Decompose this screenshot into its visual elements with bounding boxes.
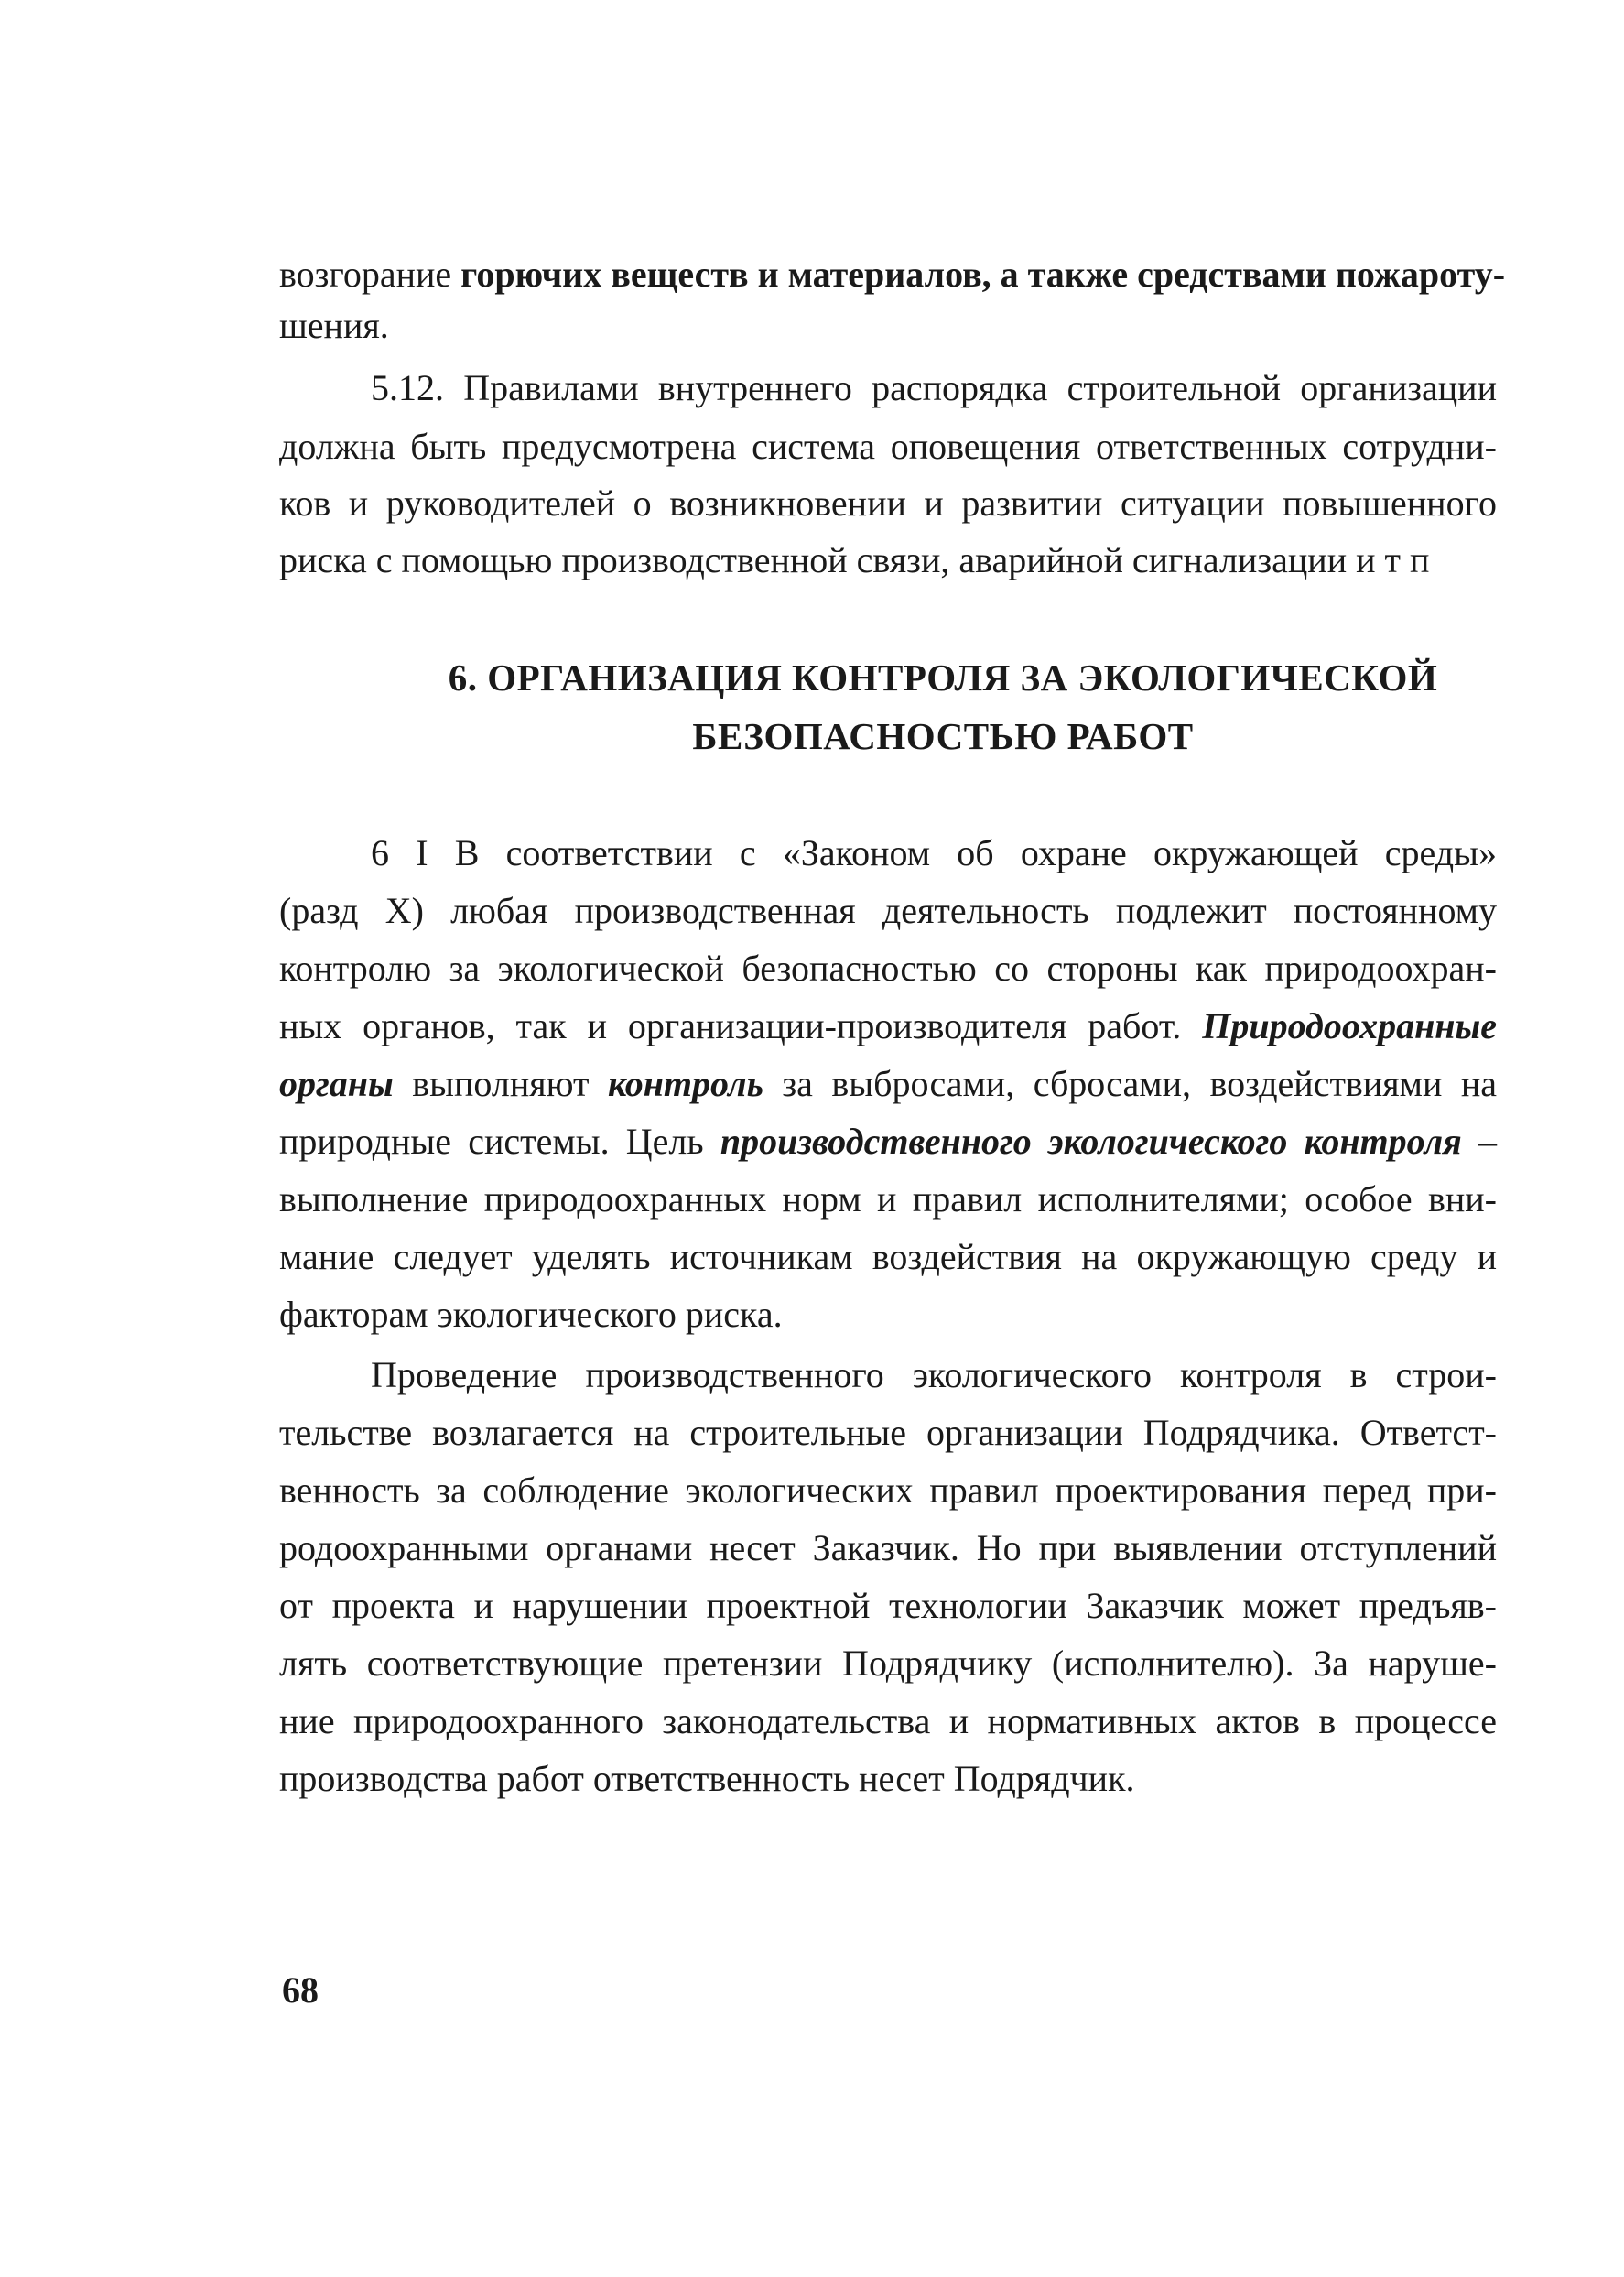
paragraph-line: риска с помощью производственной связи, аварийной сигнализации и т п (279, 539, 1430, 580)
bold-italic-term: контроль (607, 1063, 763, 1104)
section-heading-line-1: 6. ОРГАНИЗАЦИЯ КОНТРОЛЯ ЗА ЭКОЛОГИЧЕСКОЙ (448, 656, 1438, 699)
paragraph-line: Проведение производственного экологического контроля в строи- (371, 1354, 1497, 1395)
paragraph-line (279, 251, 1506, 298)
text-run: – (1461, 1121, 1497, 1162)
paragraph-line: шения. (279, 305, 389, 346)
paragraph-line (279, 1003, 1497, 1050)
paragraph-line: от проекта и нарушении проектной технологии Заказчик может предъяв- (279, 1585, 1497, 1626)
bold-text-run: горючих веществ и материалов, а также средствами пожароту- (460, 254, 1506, 295)
paragraph-line: должна быть предусмотрена система оповещения ответственных сотрудни- (279, 426, 1497, 467)
paragraph-line: 5.12. Правилами внутреннего распорядка строительной организации (371, 367, 1497, 408)
page-number: 68 (282, 1969, 319, 2011)
paragraph-line: контролю за экологической безопасностью со стороны как природоохран- (279, 948, 1497, 989)
paragraph-line: родоохранными органами несет Заказчик. Но при выявлении отступлений (279, 1527, 1497, 1568)
paragraph-line: лять соответствующие претензии Подрядчику (исполнителю). За наруше- (279, 1643, 1497, 1684)
text-run: выполняют (393, 1063, 608, 1104)
text-run: ных органов, так и организации-производителя работ. (279, 1005, 1203, 1046)
bold-italic-term: производственного экологического контроля (720, 1121, 1462, 1162)
text-run: природные системы. Цель (279, 1121, 720, 1162)
paragraph-line: ков и руководителей о возникновении и развитии ситуации повышенного (279, 483, 1497, 524)
text-run: за выбросами, сбросами, воздействиями на (763, 1063, 1497, 1104)
bold-italic-term: Природоохранные (1202, 1005, 1497, 1046)
paragraph-line: выполнение природоохранных норм и правил исполнителями; особое вни- (279, 1178, 1497, 1220)
paragraph-line: факторам экологического риска. (279, 1294, 783, 1335)
bold-italic-term: органы (279, 1063, 394, 1104)
paragraph-line: производства работ ответственность несет Подрядчик. (279, 1758, 1135, 1799)
text-run: возгорание (279, 254, 461, 295)
paragraph-line: 6 І В соответствии с «Законом об охране окружающей среды» (371, 832, 1497, 873)
paragraph-line: (разд X) любая производственная деятельность подлежит постоянному (279, 890, 1497, 931)
paragraph-line: ние природоохранного законодательства и нормативных актов в процессе (279, 1700, 1497, 1741)
paragraph-line: мание следует уделять источникам воздействия на окружающую среду и (279, 1236, 1497, 1277)
section-heading-line-2: БЕЗОПАСНОСТЬЮ РАБОТ (692, 715, 1194, 757)
paragraph-line (279, 1118, 1497, 1166)
paragraph-line: венность за соблюдение экологических правил проектирования перед при- (279, 1469, 1497, 1511)
paragraph-line (279, 1060, 1497, 1108)
paragraph-line: тельстве возлагается на строительные организации Подрядчика. Ответст- (279, 1412, 1497, 1453)
